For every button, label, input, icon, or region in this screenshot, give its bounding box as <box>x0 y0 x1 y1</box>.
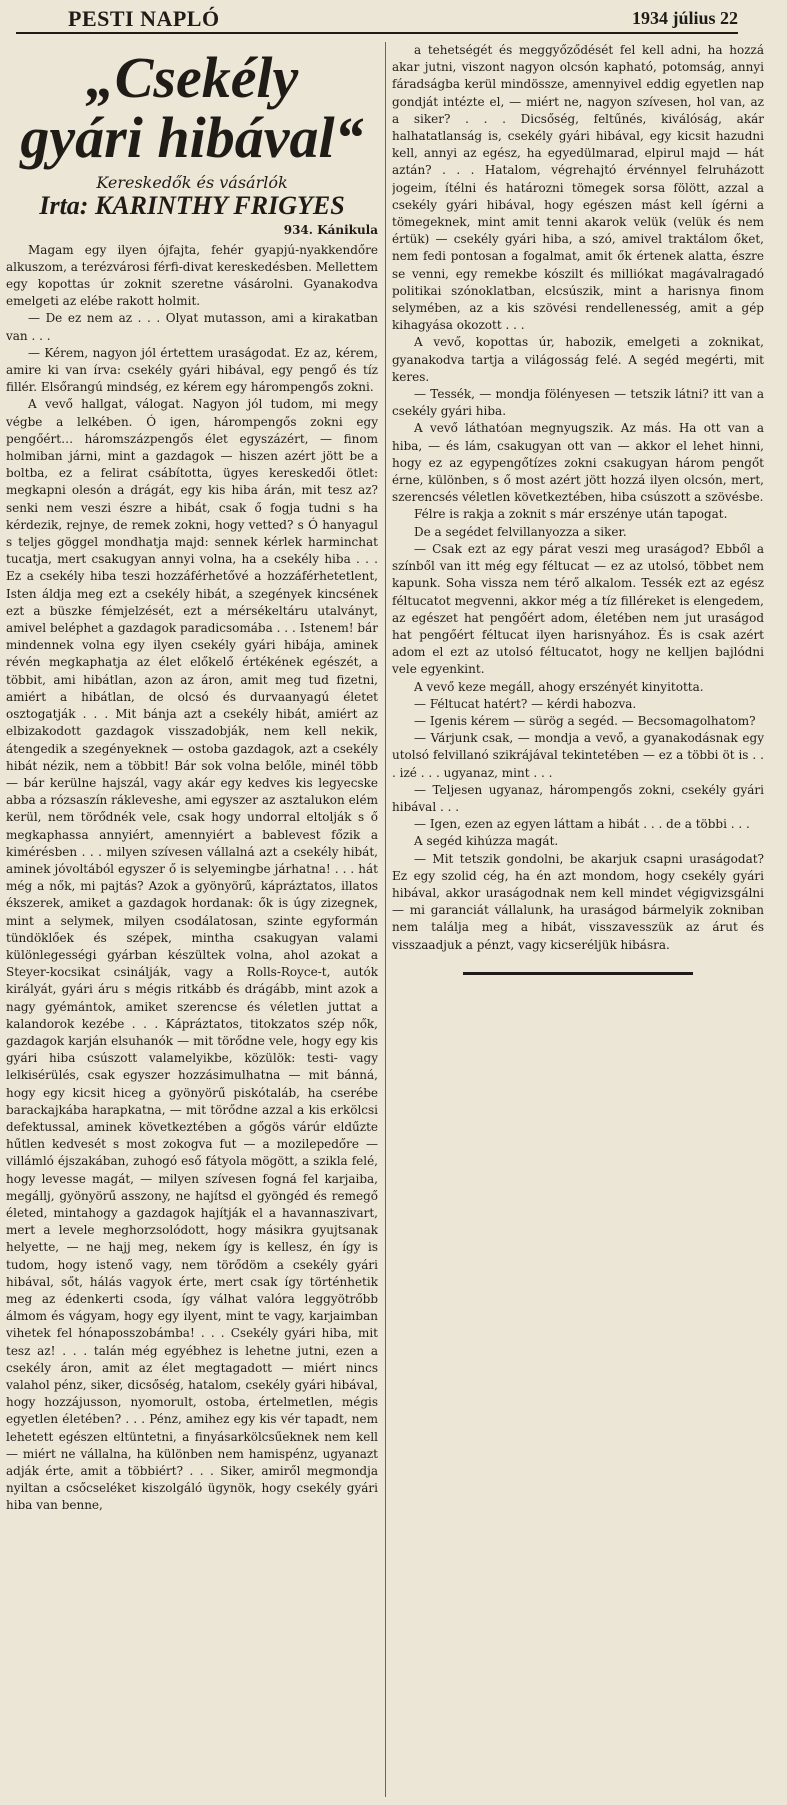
paragraph: — Csak ezt az egy párat veszi meg uraságod? Ebből a színből van itt még egy féltucat — ez az utolsó, többet nem kapunk. Soha vissza nem térő alkalom. Tessék ezt az egész féltucatot megvenni, akkor még a tíz filléreket is elengedem, az egészet hat pengőért adom, életében nem jut uraságod hat pengőért féltucat ilyen harisnyához. És is csak azért adom el ezt az utolsó féltucatot, hogy ne kelljen bajlódni vele egyenkint. <box>392 541 764 677</box>
article-title <box>6 45 378 170</box>
issue-date: 1934 július 22 <box>631 8 738 28</box>
paragraph: — De ez nem az . . . Olyat mutasson, ami a kirakatban van . . . <box>6 311 378 343</box>
column-left <box>6 42 378 1797</box>
paragraph: — Féltucat hatért? — kérdi habozva. <box>414 696 637 711</box>
paragraph: A vevő, kopottas úr, habozik, emelgeti a zoknikat, gyanakodva tartja a világosság felé. A segéd megérti, mit keres. <box>392 335 764 384</box>
paragraph: — Igen, ezen az egyen láttam a hibát . . . de a többi . . . <box>414 817 750 832</box>
paragraph: Magam egy ilyen ójfajta, fehér gyapjú-nyakkendőre alkuszom, a terézvárosi férfi-divat kereskedésben. Mellettem egy kopottas úr zoknit szeretne vásárolni. Gyanakodva emelgeti az elébe rakott holmit. <box>6 242 378 309</box>
paragraph: — Tessék, — mondja fölényesen — tetszik látni? itt van a csekély gyári hiba. <box>392 387 764 419</box>
left-paragraphs <box>6 242 378 1515</box>
right-paragraphs <box>392 42 764 954</box>
paragraph: De a segédet felvillanyozza a siker. <box>414 524 627 539</box>
title-line-2: gyári hibával“ <box>20 105 364 170</box>
paragraph: A segéd kihúzza magát. <box>414 834 559 849</box>
paragraph: — Várjunk csak, — mondja a vevő, a gyanakodásnak egy utolsó felvillanó szikrájával tekintetében — ez a többi öt is . . . izé . . . ugyanaz, mint . . . <box>392 731 764 780</box>
paragraph: — Teljesen ugyanaz, hárompengős zokni, csekély gyári hibával . . . <box>392 782 764 814</box>
paragraph: A vevő láthatóan megnyugszik. Az más. Ha ott van a hiba, — és lám, csakugyan ott van — akkor el lehet hinni, hogy ez az egypengőtízes zokni csakugyan három pengőt érne, különben, s ő most azért jött hozzá ilyen olcsón, mert, szerencsés véletlen következtében, hiba csúszott a szövésbe. <box>392 421 764 505</box>
article-subtitle: Kereskedők és vásárlók <box>96 173 288 192</box>
masthead <box>16 6 738 34</box>
newspaper-name: PESTI NAPLÓ <box>68 6 220 31</box>
paragraph: Félre is rakja a zoknit s már erszénye után tapogat. <box>414 507 728 522</box>
column-divider <box>385 42 386 1797</box>
column-right <box>392 42 764 1797</box>
title-line-1: „Csekély <box>85 45 299 110</box>
paragraph: — Mit tetszik gondolni, be akarjuk csapni uraságodat? Ez egy szolid cég, ha én azt mondom, hogy csekély gyári hibával, akkor uraságodnak nem kell mindet végigvizsgálni — mi garanciát vállalunk, ha uraságod bármelyik zokniban nem találja meg a hibát, visszavesszük az árut és visszaadjuk a pénzt, vagy kicseréljük hibásra. <box>392 851 764 952</box>
paragraph: a tehetségét és meggyőződését fel kell adni, ha hozzá akar jutni, viszont nagyon olcsón kapható, potomság, annyi fáradságba kerül mindössze, amennyivel eddig egyetlen nap gondját intézte el, — miért ne, nagyon szívesen, hol van, az a siker? . . . Dicsőség, feltűnés, kiválóság, akár halhatatlanság is, csekély gyári hibával, egy kicsit hazudni kell, annyi az egész, ha egyedülmarad, elpirul majd — hát aztán? . . . Hatalom, végrehajtó érvénnyel felruházott jogeim, ítélni és határozni tömegek sorsa fölött, azzal a csekély gyári hibával, hogy egészen mást kell ígérni a tömegeknek, mint amit tenni akarok velük (velük és nem értük) — csekély gyári hiba, a szó, amivel traktálom őket, nem fedi pontosan a fogalmat, amit ők értenek alatta, észre se venni, egy remekbe kószilt és milliókat magávalragadó politikai szónoklatban, elcsúszik, mint a harisnya finom selymében, az a kis szövési rendellenesség, amit a gép kihagyása okozott . . . <box>392 43 764 333</box>
paragraph: — Igenis kérem — sürög a segéd. — Becsomagolhatom? <box>414 713 756 728</box>
paragraph: A vevő keze megáll, ahogy erszényét kinyitotta. <box>414 679 704 694</box>
paragraph: — Kérem, nagyon jól értettem uraságodat. Ez az, kérem, amire ki van írva: csekély gyári hibával, egy pengő és tíz fillér. Elsőrangú mindség, ez kérem egy hárompengős zokni. <box>6 345 378 395</box>
end-rule <box>463 972 693 975</box>
dateline: 934. Kánikula <box>283 223 378 238</box>
paragraph: A vevő hallgat, válogat. Nagyon jól tudom, mi megy végbe a lelkében. Ó igen, hárompengős zokni egy pengőért… háromszázpengős élet egyszázért, — finom holmiban járni, mint a gazdagok — hiszen azért jött be a boltba, ez a felirat csábította, ügyes kereskedői ötlet: megkapni olesón a drágát, egy kis hiba árán, mit tesz az? senki nem veszi észre a hibát, csak ő fogja tudni s ha kérdezik, rejnye, de remek zokni, hogy vetted? s Ó hanyagul s teljes göggel mondhatja majd: sennek kérlek harminchat tucatja, mert csakugyan annyi volna, ha a csekély hiba . . . Ez a csekély hiba teszi hozzáférhetővé a hozzáférhetetlent, Isten áldja meg ezt a csekély hibát, a szegények kincsének ezt a büszke fémjelzését, ezt a mérsékeltáru utalványt, amivel beléphet a gazdagok paradicsomába . . . Istenem! bár mindennek volna egy ilyen csekély gyári hibája, aminek révén megkaphatja az élet előkelő értékének egészét, a többit, ami hibátlan, azon az áron, amit meg tud fizetni, amiért a hibátlan, de olcsó és durvaanyagú életet osztogatják . . . Mit bánja azt a csekély hibát, amiért az elbizakodott gazdagok visszadobják, nem kell nekik, átengedik a szegényeknek — ostoba gazdagok, azt a csekély hibát nézik, nem a többit! Bár sok volna belőle, minél több — bár kerülne hajszál, vagy akár egy kedves kis legyecske abba a rózsaszín rákleveshe, ami egyszer az asztalukon elém kerül, nem törődnék vele, csak hogy undorral eltolják s ő megkaphassa annyiért, amennyiért a bablevest főzik a kimérésben . . . milyen szívesen vállalná azt a csekély hibát, aminek jóvoltából egyszer ő is selyemingbe járhatna! . . . hát még a nők, mi pajtás? Azok a gyönyörű, kápráztatos, illatos ékszerek, amiket a gazdagok hordanak: ők is úgy zizegnek, mint a selymek, milyen csodálatosan, szinte egyformán tündöklőek és szépek, mintha csakugyan valami különlegességi gyárban készültek volna, ahol azokat a Steyer-kocsikat csinálják, vagy a Rolls-Royce-t, autók királyát, gyári áru s mégis ritkább és drágább, mint azok a nagy gyémántok, amiket szerencse és véletlen juttat a kalandorok kezébe . . . Kápráztatos, titokzatos szép nők, gazdagok karján elsuhanók — mit törődne vele, hogy egy kis gyári hiba csúszott valamelyikbe, közülök: testi- vagy lelkisérülés, csak egyszer hozzásimulhatna — mit bánná, hogy egy kicsit hiceg a gyönyörű piskótaláb, ha cserébe barackajkába harapkatna, — mit törődne azzal a kis erkölcsi defektussal, aminek következtében a gőgös várúr eldűzte hűtlen kedvesét s most zokogva fut — a mozilepedőre — villámló éjszakában, zuhogó eső fátyola mögött, a szikla felé, hogy levesse magát, — milyen szívesen fogná fel karjaiba, megállj, gyönyörű asszony, ne hajítsd el gyöngéd és remegő életed, mintahogy a gazdagok hajítják el a havannaszivart, mert a levele meghorzsolódott, hogy másikra gyujtsanak helyette, — ne hajj meg, nekem így is kellesz, én így is tudom, hogy istenő vagy, nem törődöm a csekély gyári hibával, sőt, hálás vagyok érte, mert csak így történhetik meg az édenkerti csoda, így válhat valóra leggyötrőbb álmom és vágyam, hogy egy ilyent, mint te vagy, karjaimban vihetek fel hónaposszobámba! . . . Csekély gyári hiba, mit tesz az! . . . talán még egyébhez is lehetne jutni, ezen a csekély áron, amit az élet megtagadott — miért nincs valahol pénz, siker, dicsőség, hatalom, csekély gyári hibával, hogy hozzájusson, nyomorult, ostoba, értelmetlen, mégis egyetlen életében? . . . Pénz, amihez egy kis vér tapadt, nem lehetett egészen eltüntetni, a finyásarkölcsűeknek nem kell — miért ne vállalna, ha különben nem hamispénz, ugyanazt adják érte, amit a többiért? . . . Siker, amiről megmondja nyiltan a csőcseléket kiszolgáló ügynök, hogy csekély gyári hiba van benne, <box>6 397 378 1513</box>
article-author: Irta: KARINTHY FRIGYES <box>39 191 345 221</box>
